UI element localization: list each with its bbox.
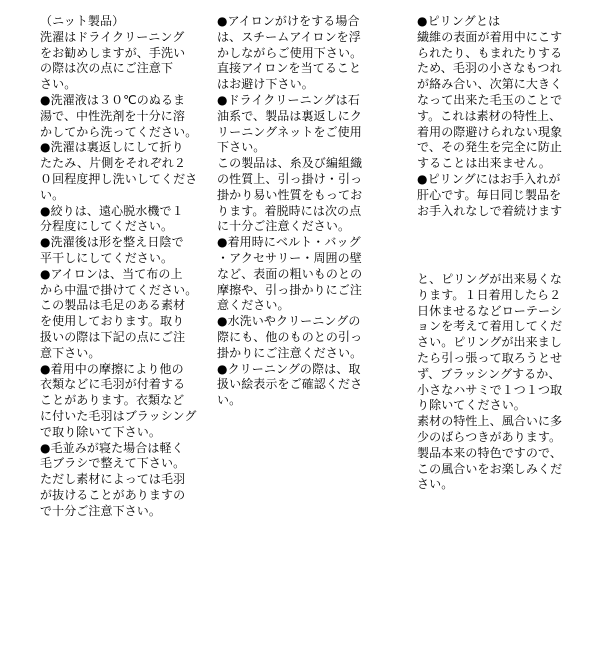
pilling-column-top xyxy=(417,14,589,219)
text-line: で、その発生を完全に防止 xyxy=(417,140,562,155)
text-line: 扱い絵表示をご確認くださ xyxy=(217,377,363,392)
text-line: ●ドライクリーニングは石 xyxy=(217,92,360,107)
text-line: （ニット製品） xyxy=(40,14,125,28)
text-line: 日休ませるなどローテーシ xyxy=(417,303,562,318)
text-line: 肝心です。毎日同じ製品を xyxy=(417,187,562,202)
text-line: ●着用時にベルト・バッグ xyxy=(217,235,361,250)
text-line: の性質上、引っ掛け・引っ xyxy=(217,171,363,186)
text-line: ず、ブラッシングするか、 xyxy=(417,366,561,381)
text-line: ・アクセサリー・周囲の壁 xyxy=(217,250,362,265)
text-line: 際にも、他のものとの引っ xyxy=(217,329,363,344)
text-line: 掛かりにご注意ください。 xyxy=(217,345,363,360)
text-line: 繊維の表面が着用中にこす xyxy=(417,29,563,44)
text-line: ●アイロンがけをする場合 xyxy=(217,14,360,28)
text-line: ●洗濯液は３０℃のぬるま xyxy=(40,92,186,107)
text-line: す。これは素材の特性上、 xyxy=(417,108,562,123)
text-line: が抜けることがありますの xyxy=(40,487,186,502)
text-line: い。 xyxy=(40,187,65,202)
text-line: さい。 xyxy=(417,477,454,492)
pilling-column-bottom xyxy=(417,272,589,493)
text-line: に十分ご注意ください。 xyxy=(217,219,351,234)
text-line: 意ください。 xyxy=(217,298,290,313)
text-line: を使用しております。取り xyxy=(40,314,185,329)
text-line: することは出来ません。 xyxy=(417,156,551,171)
text-line: リーニングネットをご使用 xyxy=(217,124,362,139)
text-line: が絡み合い、次第に大きく xyxy=(417,77,563,92)
text-line: 小さなハサミで１つ１つ取 xyxy=(417,382,563,397)
text-line: ことがあります。衣類など xyxy=(40,393,185,408)
text-line: ●ピリングにはお手入れが xyxy=(417,171,561,186)
text-line: 素材の特性上、風合いに多 xyxy=(417,414,563,429)
text-line: い。 xyxy=(217,393,242,408)
care-column-1 xyxy=(40,14,212,520)
text-line: 直接アイロンを当てること xyxy=(217,61,362,76)
text-line: に付いた毛羽はブラッシング xyxy=(40,408,197,423)
text-line: り除いてください。 xyxy=(417,398,526,413)
text-line: 扱いの際は下記の点にご注 xyxy=(40,329,186,344)
text-line: など、表面の粗いものとの xyxy=(217,266,363,281)
text-line: ョンを考えて着用してくだ xyxy=(417,319,563,334)
text-line: この風合いをお楽しみくだ xyxy=(417,461,563,476)
text-line: 少のばらつきがあります。 xyxy=(417,429,562,444)
text-line: お手入れなしで着続けます xyxy=(417,203,563,218)
text-line: なって出来た毛玉のことで xyxy=(417,92,563,107)
text-line: この製品は、糸及び編組織 xyxy=(217,156,363,171)
text-line: 平干しにしてください。 xyxy=(40,250,174,265)
text-line: で取り除いて下さい。 xyxy=(40,424,162,439)
text-line: 分程度にしてください。 xyxy=(40,219,174,234)
care-column-2 xyxy=(217,14,389,409)
text-line: ●水洗いやクリーニングの xyxy=(217,314,361,329)
text-line: ●着用中の摩擦により他の xyxy=(40,361,184,376)
text-line: ●ピリングとは xyxy=(417,14,501,28)
text-line: ●毛並みが寝た場合は軽く xyxy=(40,440,184,455)
text-line: ただし素材によっては毛羽 xyxy=(40,472,186,487)
text-line: 意下さい。 xyxy=(40,345,101,360)
text-line: 毛ブラシで整えて下さい。 xyxy=(40,456,186,471)
text-line: ります。１日着用したら２ xyxy=(417,287,562,302)
text-line: さい。ピリングが出来まし xyxy=(417,335,562,350)
text-line: 下さい。 xyxy=(217,140,266,155)
text-line: をお勧めしますが、手洗い xyxy=(40,45,186,60)
text-line: から中温で掛けてください。 xyxy=(40,282,198,297)
text-line: と、ピリングが出来易くな xyxy=(417,272,562,286)
text-line: は、スチームアイロンを浮 xyxy=(217,29,361,44)
text-line: ０回程度押し洗いしてくださ xyxy=(40,171,198,186)
text-line: 掛かり易い性質をもってお xyxy=(217,187,363,202)
text-line: ります。着脱時には次の点 xyxy=(217,203,362,218)
text-line: ●洗濯は裏返しにして折り xyxy=(40,140,184,155)
text-line: ●洗濯後は形を整え日陰で xyxy=(40,235,184,250)
text-line: ●アイロンは、当て布の上 xyxy=(40,266,183,281)
text-line: ●絞りは、遠心脱水機で１ xyxy=(40,203,184,218)
text-line: の際は次の点にご注意下 xyxy=(40,61,174,76)
text-line: かしてから洗ってください。 xyxy=(40,124,198,139)
text-line: たたみ、片側をそれぞれ２ xyxy=(40,156,186,171)
text-line: 着用の際避けられない現象 xyxy=(417,124,563,139)
text-line: さい。 xyxy=(40,77,77,92)
text-line: 湯で、中性洗剤を十分に溶 xyxy=(40,108,185,123)
text-line: 衣類などに毛羽が付着する xyxy=(40,377,186,392)
text-line: この製品は毛足のある素材 xyxy=(40,298,186,313)
text-line: 製品本来の特色ですので、 xyxy=(417,445,562,460)
text-line: ●クリーニングの際は、取 xyxy=(217,361,361,376)
text-line: 洗濯はドライクリーニング xyxy=(40,29,185,44)
text-line: はお避け下さい。 xyxy=(217,77,314,92)
text-line: かしながらご使用下さい。 xyxy=(217,45,363,60)
text-line: られたり、もまれたりする xyxy=(417,45,563,60)
text-line: ため、毛羽の小さなもつれ xyxy=(417,61,562,76)
text-line: で十分ご注意下さい。 xyxy=(40,503,162,518)
text-line: 摩擦や、引っ掛かりにご注 xyxy=(217,282,362,297)
text-line: 油系で、製品は裏返しにク xyxy=(217,108,362,123)
text-line: たら引っ張って取ろうとせ xyxy=(417,350,563,365)
